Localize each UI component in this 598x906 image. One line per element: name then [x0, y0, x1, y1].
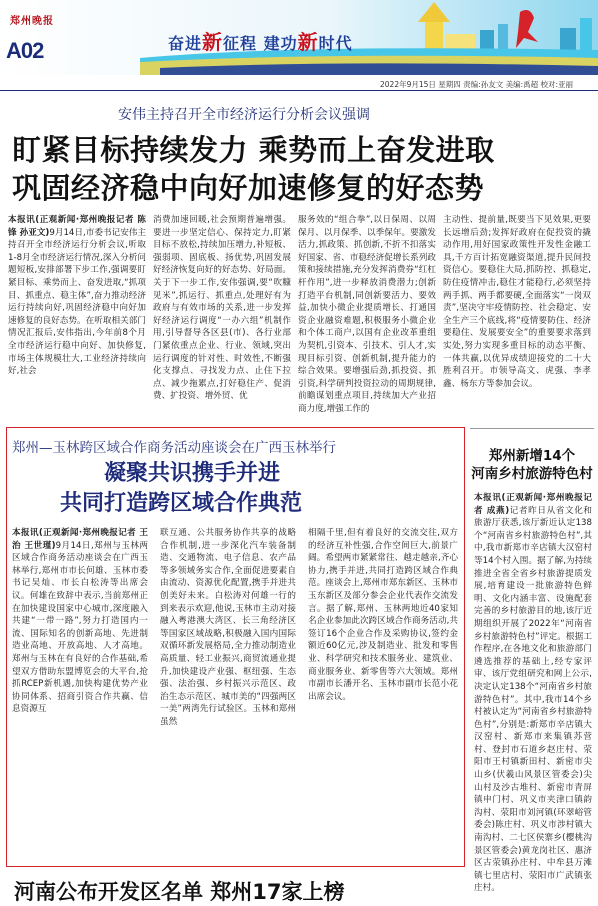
article2-col3-text: 相隔千里,但有着良好的交流交往,双方的经济互补性强,合作空间巨大,前景广阔。希望两市紧紧常往、越走越亲,齐心协力,携手并进,共同打造跨区域合作典范。座谈会上,郑州市郑东新区、玉林市玉东新区及部分参会企业代表作交流发言。据了解,郑州、玉林两地近40家知名企业参加此次跨区域合作商务活动,共签订16个企业合作及采购协议,签约金额近60亿元,涉及制造业、批发和零售业、科学研究和技术服务业、建筑业、商业服务业、新零售等六大领域。郑州市副市长潘开名、玉林市副市长范小花出席会议。 — [308, 528, 458, 702]
article1-column-1 — [8, 214, 146, 424]
article1-kicker: 安伟主持召开全市经济运行分析会议强调 — [118, 107, 370, 123]
article4-headline: 河南公布开发区名单 郑州17家上榜 — [14, 880, 345, 904]
slogan-part-1: 奋进 — [168, 34, 203, 53]
article2-headline-line2: 共同打造跨区域合作典范 — [60, 491, 303, 516]
slogan-part-3: 征程 建功 — [223, 34, 298, 53]
page-number-text: A02 — [6, 38, 44, 63]
slogan-part-4: 新 — [297, 30, 319, 54]
article1-headline-line2: 巩固经济稳中向好加速修复的好态势 — [12, 171, 485, 205]
article1-headline-line1: 盯紧目标持续发力 乘势而上奋发进取 — [12, 133, 495, 167]
article3-headline-line2: 河南乡村旅游特色村 — [471, 466, 593, 482]
article2-col2-text: 联互通、公共服务协作共享的战略合作机制,进一步深化汽车装备制造、交通物流、电子信息、农产品等多领域务实合作,全面促进要素自由流动、资源优化配置,携手并进共创美好未来。白松涛对何雄一行的到来表示欢迎,他说,玉林市主动对接融入粤港澳大湾区、长三角经济区等国家区域战略,积极融入国内国际双循环新发展格局,全力推动制造业高质量、轻工业振兴,商贸流通业提升,加快建设产业强、枢纽强、生态强、法治强、乡村振兴示范区、政治生态示范区、城市美的“四强两区一美”两湾先行试验区。玉林和郑州虽然 — [160, 528, 296, 727]
slogan-part-2: 新 — [202, 30, 224, 54]
article1-column-3 — [298, 214, 436, 424]
article3-top-rule — [470, 428, 594, 429]
newspaper-logo: 郑州晚报 — [10, 16, 54, 27]
article2-col1-text: 9月14日,郑州与玉林两区域合作商务活动座谈会在广西玉林举行,郑州市市长何雄、玉林市委书记吴灿、市长白松涛等出席会议。何雄在致辞中表示,当前郑州正在加快建设国家中心城市,深度融入共建“一带一路”,努力打造国内一流、国际知名的创新高地、先进制造业高地、开放高地、人才高地。郑州与玉林在有良好的合作基础,希望双方借助东盟博览会的大平台,抢抓RCEP新机遇,加快构建优势产业协同体系、招商引资合作共赢、信息资源互 — [12, 540, 148, 715]
article3-text: 记者昨日从省文化和旅游厅获悉,该厅新近认定138个“河南省乡村旅游特色村”,其中,我市新郑市辛店镇大汉窑村等14个村入围。据了解,为持续推进全省全省乡村旅游提质发展,培育建设一批旅游特色鲜明、文化内涵丰富、设施配套完善的乡村旅游目的地,该厅近期组织开展了2022年“河南省乡村旅游特色村”评定。根据工作程序,在各地文化和旅游部门遴选推荐的基础上,经专家评审、该厅党组研究和网上公示,决定认定138个“河南省乡村旅游特色村”。其中,我市14个乡村被认定为“河南省乡村旅游特色村”,分别是:新郑市辛店镇大汉窑村、新郑市来集镇苏营村、登封市石道乡赵庄村、荥阳市王村镇新田村、新密市尖山乡(伏羲山风景区管委会)尖山村及沙古堆村、新密市青屏镇申门村、巩义市夹津口镇韵沟村、荥阳市刘河镇(环翠峪管委会)陈庄村、巩义市涉村镇大南沟村、二七区侯寨乡(樱桃沟景区管委会)黄龙岗社区、惠济区古荥镇孙庄村、中牟县万滩镇七里店村、荥阳市广武镇张庄村。 — [474, 505, 592, 894]
article1-column-2 — [153, 214, 291, 424]
article1-col4-text: 主动性、提前量,既要当下见效果,更要长远增后劲;发挥好政府在促投资的撬动作用,用好国家政策性开发性金融工具,千方百计拓宽融资渠道,提升民间投资信心。要稳住大局,抓防控、抓稳定,防住疫情冲击,稳住才能稳行,必须坚持两手抓、两手都要硬,全面落实“一岗双责”,坚决守牢疫情防控、社会稳定、安全生产三个底线,将“疫情要防住、经济要稳住、发展要安全”的重要要求落到实处,努力实现多重目标的动态平衡、一体共赢,以优异成绩迎接党的二十大胜利召开。市领导高文、虎强、李孝鑫、杨东方等参加会议。 — [443, 215, 591, 389]
article1-column-4 — [443, 214, 591, 424]
header-rule — [0, 90, 598, 91]
article1-col3-text: 服务效的“组合拳”,以日保周、以周保月、以月保季、以季保年。要激发活力,抓政策、抓创新,不折不扣落实好国家、省、市稳经济促增长系列政策和接续措施,充分发挥消费券“红杠杆作用”,进一步释放消费潜力;创新打造平台机制,同创新要活力、要效益,加快小微企业提质增长、打通国资企业融资难题,积极服务小微企业和个体工商户,以国有企业改革重组为契机,引资本、引技术、引人才,实现目标引资、创新机制,提升能力的综合效果。要增强后劲,抓投资、抓引资,科学研判投资拉动的周期规律,前瞻谋划重点项目,持续加大产业招商力度,增强工作的 — [298, 215, 436, 414]
article1-col1-text: 9月14日,市委书记安伟主持召开全市经济运行分析会议,听取1-8月全市经济运行情况,深入分析问题短板,安排部署下步工作,强调要盯紧目标、乘势而上、奋发进取,“抓项目、抓重点、稳主体”,奋力推动经济运行持续向好,巩固经济稳中向好加速修复的良好态势。在听取相关部门情况汇报后,安伟指出,今年前8个月全市经济运行稳中向好、加快修复,市场主体规模壮大,工业经济持续向好,社会 — [8, 227, 146, 377]
article2-byline: 本报讯(正观新闻·郑州晚报记者 王治 王世瑾) — [12, 528, 148, 551]
article1-byline: 本报讯(正观新闻·郑州晚报记者 陈锋 孙亚文) — [8, 215, 146, 238]
article2-column-1 — [12, 527, 148, 861]
dateline: 2022年9月15日 星期四 责编:孙友文 美编:禹超 校对:亚丽 — [380, 80, 574, 89]
article2-headline-line1: 凝聚共识携手并进 — [104, 461, 281, 486]
page-number — [6, 38, 43, 64]
article3-body — [474, 492, 592, 894]
article2-column-3 — [308, 527, 458, 861]
banner-slogan — [168, 26, 353, 55]
article3-headline-line1: 郑州新增14个 — [488, 448, 576, 464]
article1-col2-text: 消费加速回暖,社会预期普遍增强。要进一步坚定信心、保持定力,盯紧目标不放松,持续加压增力,补短板、强弱项、固底板、扬优势,巩固发展好经济恢复向好的好态势、好局面。关于下一步工作,安伟强调,要“吹糠见米”,抓运行、抓重点,处理好有为政府与有效市场的关系,进一步发挥好经济运行调度“一办六组”机制作用,引导督导各区县(市)、各行业部门紧依重点企业、行业、领域,突出运行调度的针对性、时效性,不断强化支撑点、寻找发力点、止住下拉点、减少拖累点,打好稳住产、促消费、扩投资、增外贸、优 — [153, 215, 291, 402]
slogan-part-5: 时代 — [318, 34, 353, 53]
article2-kicker: 郑州—玉林跨区域合作商务活动座谈会在广西玉林举行 — [12, 440, 336, 456]
article3-byline: 本报讯(正观新闻·郑州晚报记者 成燕) — [474, 493, 592, 516]
article2-column-2 — [160, 527, 296, 861]
